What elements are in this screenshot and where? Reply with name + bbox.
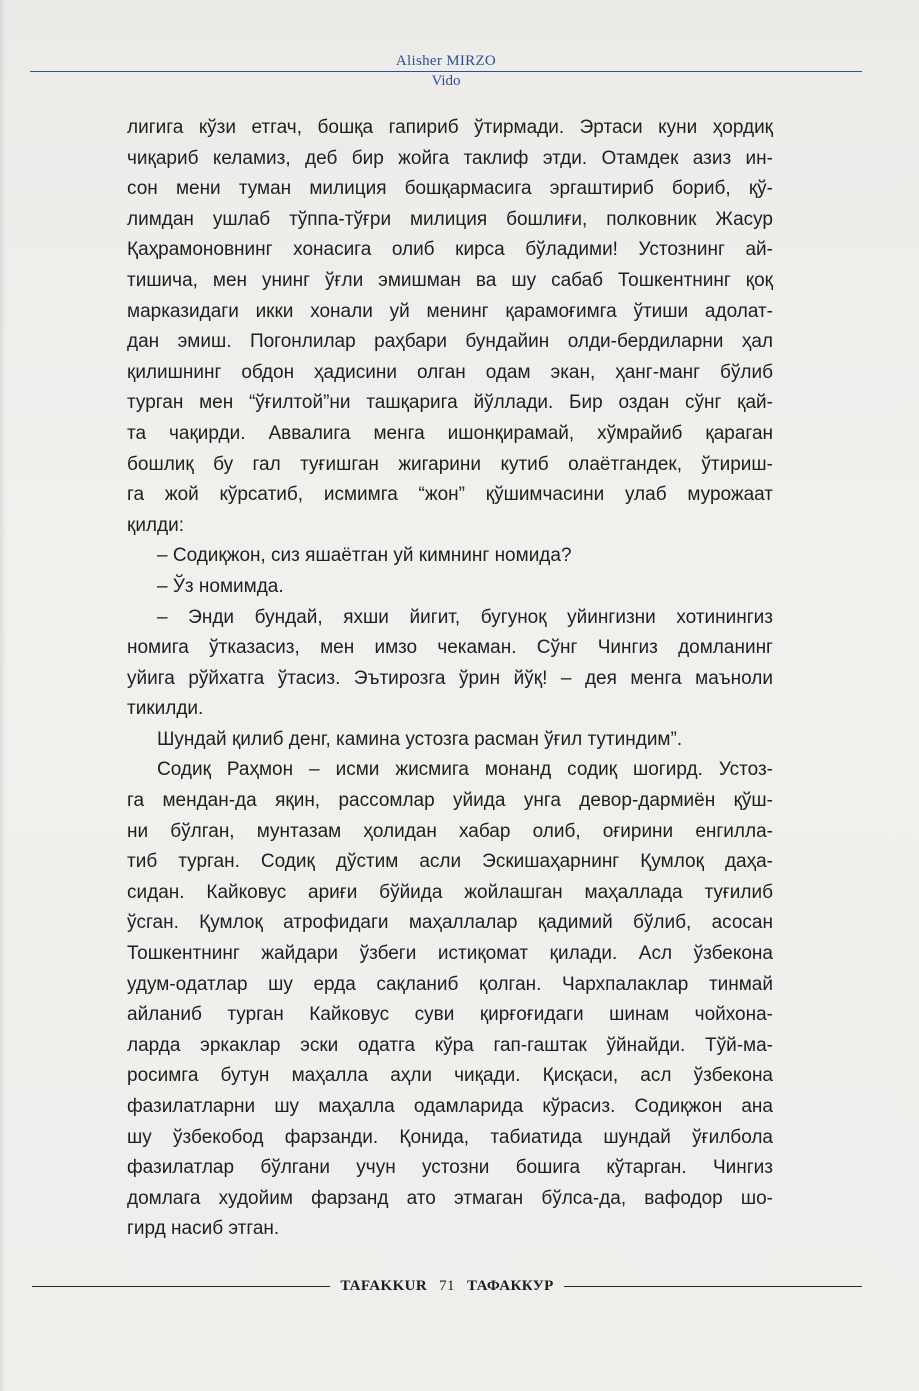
text-line: сон мени туман милиция бошқармасига эргаштириб бориб, қў- [127,178,773,200]
text-line: фазилатлар бўлгани учун устозни бошига кўтарган. Чингиз [127,1157,773,1179]
text-line: Шундай қилиб денг, камина устозга расман ўғил тутиндим”. [157,728,683,750]
text-line: лимдан ушлаб тўппа-тўғри милиция бошлиғи, полковник Жасур [127,208,773,230]
text-line: – Содиқжон, сиз яшаётган уй кимнинг номида? [157,545,572,567]
header-rule [30,71,862,72]
text-line: сидан. Кайковус ариғи бўйида жойлашган маҳаллада туғилиб [127,881,773,903]
footer-right-title: ТАФАККУР [466,1277,554,1294]
text-line: айланиб турган Кайковус суви қирғоғидаги шинам чойхона- [127,1004,773,1026]
text-line: удум-одатлар шу ерда сақланиб қолган. Чархпалаклар тинмай [127,973,773,995]
text-line: ўсган. Қумлоқ атрофидаги маҳаллалар қадимий бўлиб, асосан [127,912,773,934]
text-line: домлага худойим фарзанд ато этмаган бўлса-да, вафодор шо- [127,1187,773,1209]
text-line: га мендан-да яқин, рассомлар уйида унга девор-дармиён қўш- [127,790,773,812]
text-line: росимга бутун маҳалла аҳли чиқади. Қисқаси, асл ўзбекона [127,1065,773,1087]
page-edge-shadow [0,0,6,1391]
text-line: марказидаги икки хонали уй менинг қарамоғимга ўтиши адолат- [127,300,773,322]
text-line: турган мен “ўғилтой”ни ташқарига йўллади. Бир оздан сўнг қай- [127,392,773,414]
running-footer [32,1276,862,1296]
text-line: ни бўлган, мунтазам ҳолидан хабар олиб, оғирини енгилла- [127,820,773,842]
running-header [30,52,862,90]
text-line: бошлиқ бу гал туғишган жигарини кутиб олаётгандек, ўтириш- [127,453,773,475]
footer-left-title: TAFAKKUR [340,1277,428,1294]
text-line: га жой кўрсатиб, исмимга “жон” қўшимчасини улаб мурожаат [127,484,773,506]
text-line: тикилди. [127,698,204,720]
text-line: лигига кўзи етгач, бошқа гапириб ўтирмади. Эртаси куни ҳордиқ [127,117,773,138]
margin-speck [27,681,41,687]
text-line: та чақирди. Аввалига менга ишонқирамай, хўмрайиб қараган [127,422,773,444]
text-line: уйига рўйхатга ўтасиз. Эътирозга ўрин йўқ! – дея менга маъноли [127,667,773,689]
text-line: чиқариб келамиз, деб бир жойга таклиф этди. Отамдек азиз ин- [127,147,773,169]
text-line: гирд насиб этган. [127,1218,280,1240]
footer-rule-right [564,1286,862,1287]
text-line: ларда эркаклар эски одатга кўра гап-гаштак ўйнайди. Тўй-ма- [127,1034,773,1056]
text-line: номига ўтказасиз, мен имзо чекаман. Сўнг Чингиз домланинг [127,637,773,659]
text-line: тиб турган. Содиқ дўстим асли Эскишаҳарнинг Қумлоқ даҳа- [127,851,773,873]
text-line: Қаҳрамоновнинг хонасига олиб кирса бўладими! Устознинг ай- [127,239,773,261]
text-line: қилишнинг обдон ҳадисини олган одам экан, ҳанг-манг бўлиб [127,361,773,383]
body-text [127,113,773,1245]
header-author: Alisher MIRZO [395,53,497,69]
text-line: – Ўз номимда. [157,575,284,597]
footer-label [330,1278,563,1295]
page-number: 71 [439,1277,455,1294]
text-line: – Энди бундай, яхши йигит, бугуноқ уйингизни хотинингиз [157,606,773,628]
text-line: Содиқ Раҳмон – исми жисмига монанд содиқ шогирд. Устоз- [157,759,773,781]
text-line: дан эмиш. Погонлилар раҳбари бундайин олди-бердиларни ҳал [127,331,773,353]
text-line: тишича, мен унинг ўғли эмишман ва шу сабаб Тошкентнинг қоқ [127,269,773,291]
text-line: қилди: [127,514,184,536]
text-line: Тошкентнинг жайдари ўзбеги истиқомат қилади. Асл ўзбекона [127,943,773,965]
footer-rule-left [32,1286,330,1287]
header-subtitle: Vido [431,73,461,89]
text-line: фазилатларни шу маҳалла одамларида кўрасиз. Содиқжон ана [127,1096,773,1117]
text-line: шу ўзбекобод фарзанди. Қонида, табиатида шундай ўғилбола [127,1126,773,1148]
